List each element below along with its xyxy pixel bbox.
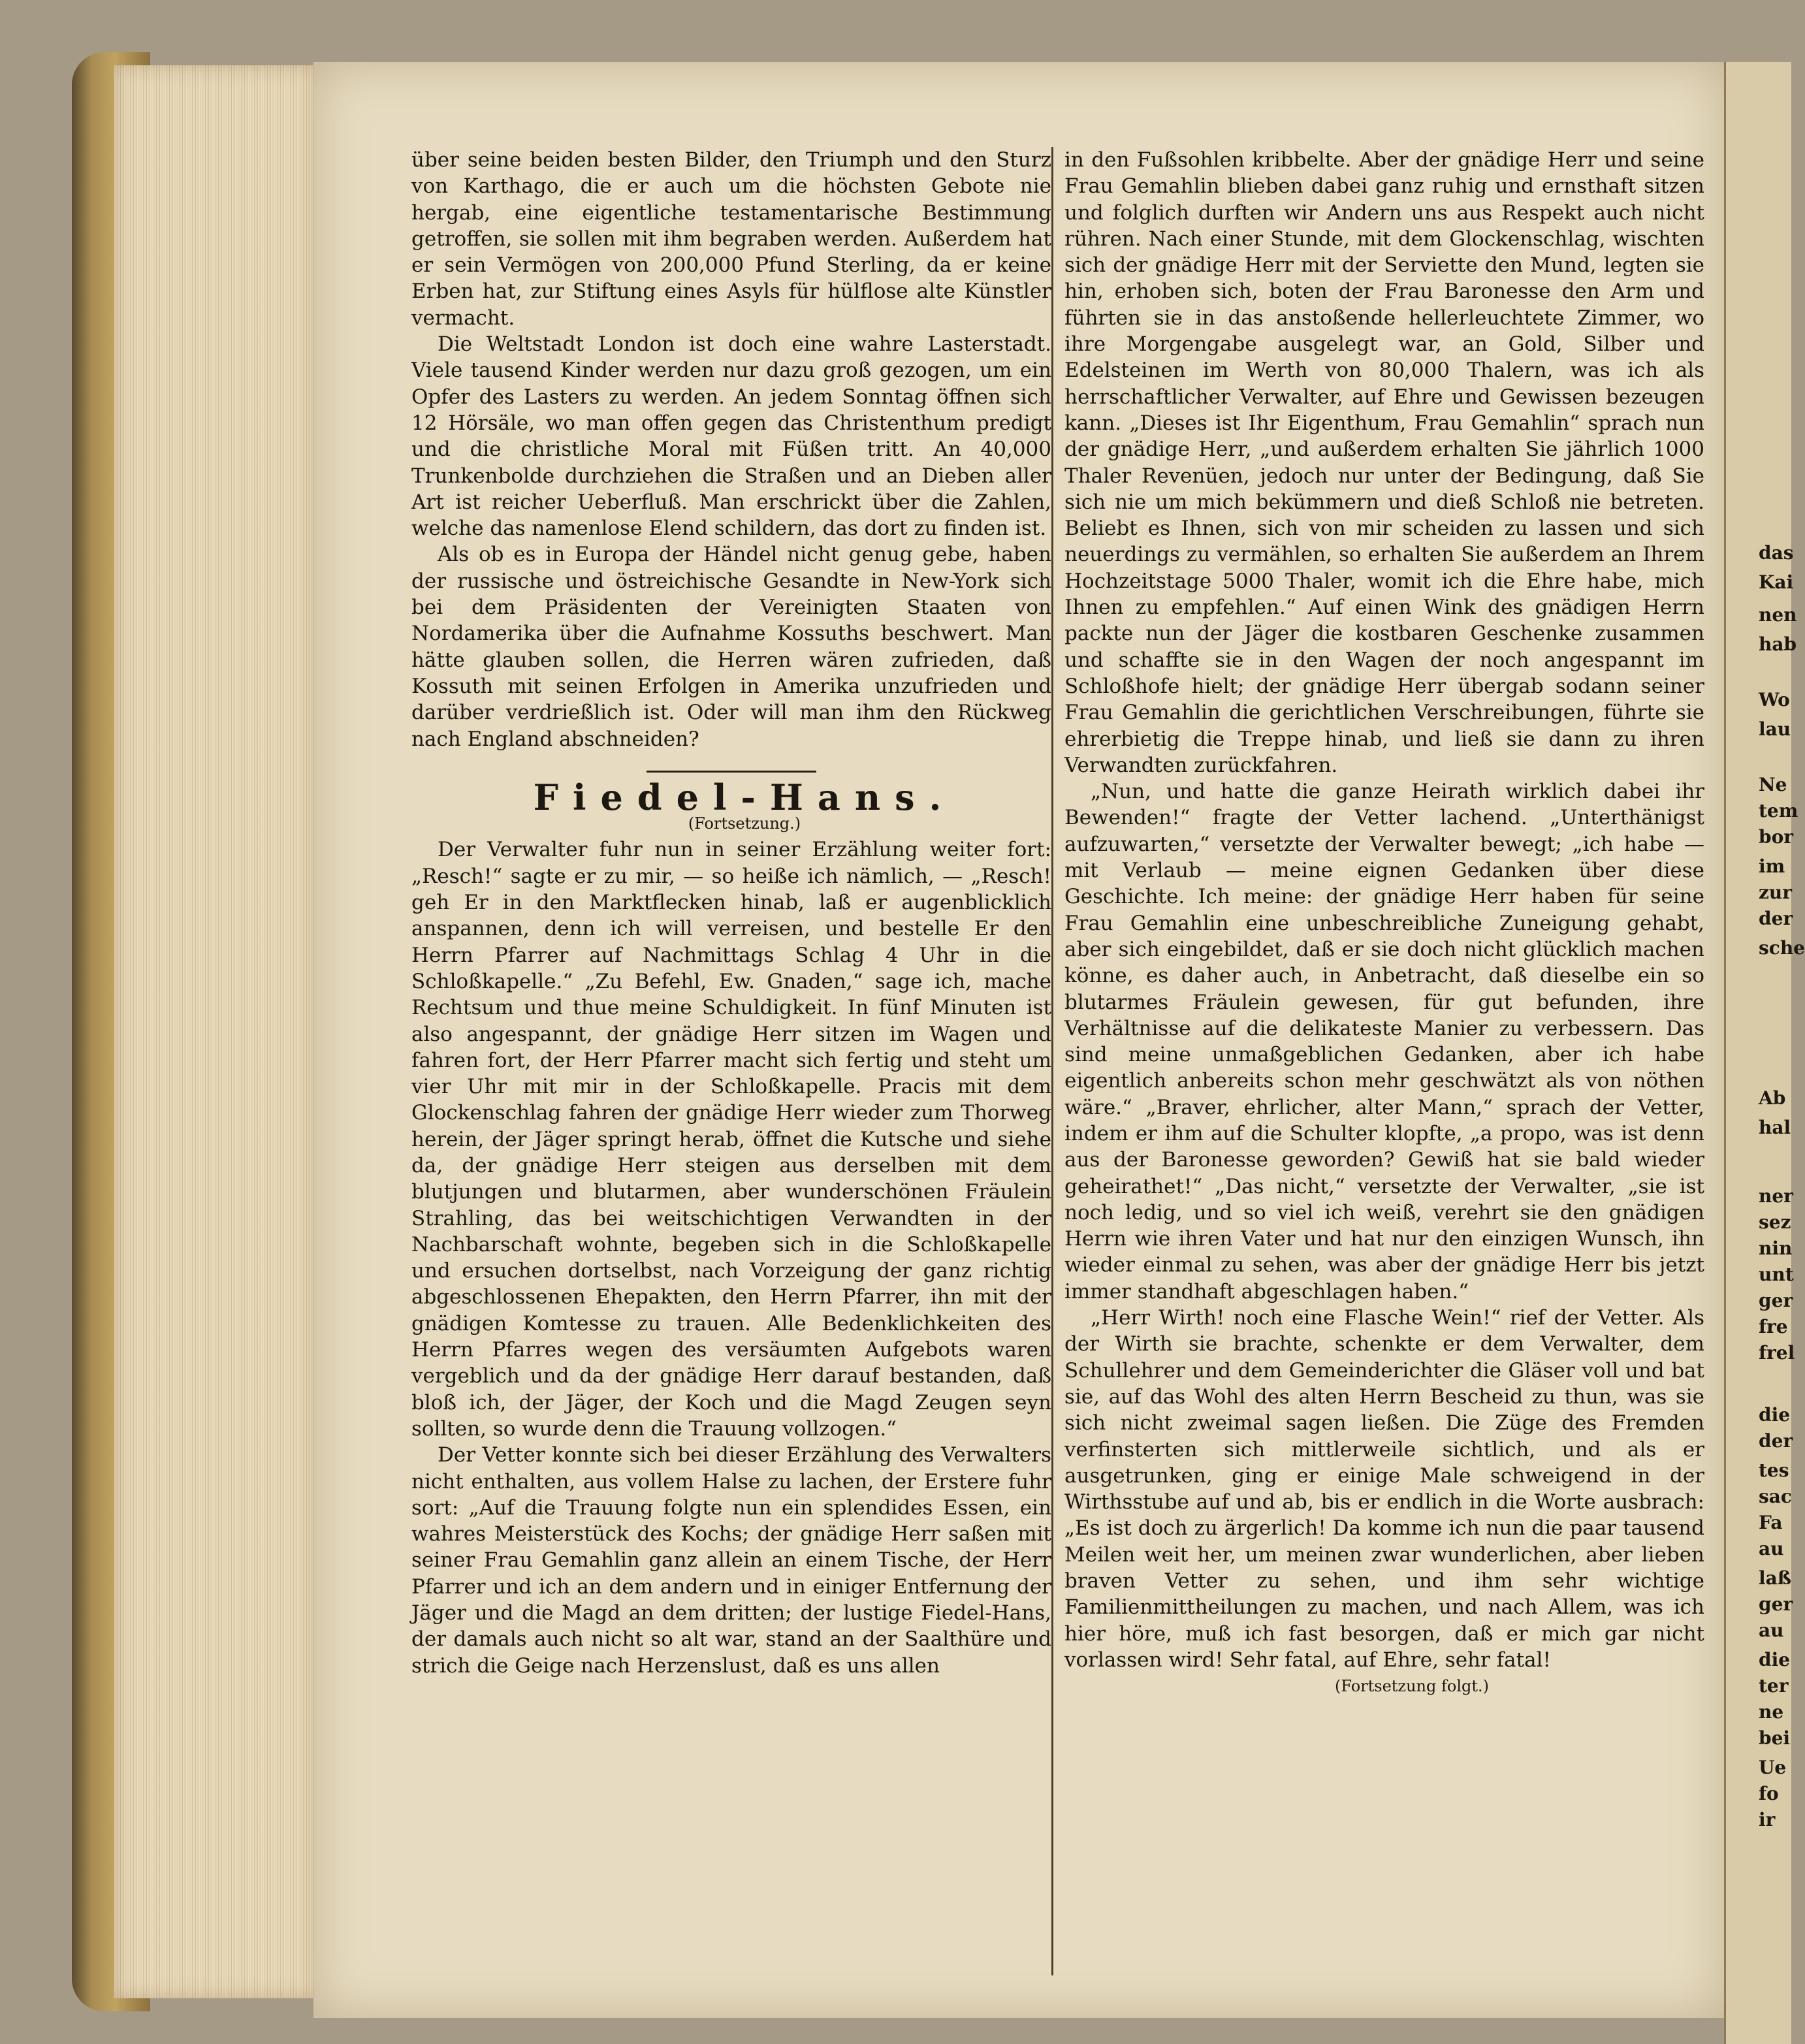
- next-page-fragment: fre: [1759, 1316, 1788, 1337]
- paragraph: Der Vetter konnte sich bei dieser Erzählung des Verwalters nicht enthalten, aus vollem Halse zu lachen, der Erstere fuhr sort: „Auf die Trauung folgte nun ein splendides Essen, ein wahres Meisterstück des Kochs; der gnädige Herr saßen mit seiner Frau Gemahlin ganz allein an einem Tische, der Herr Pfarrer und ich an dem andern und in einiger Entfernung der Jäger und die Magd an dem dritten; der lustige Fiedel-Hans, der damals auch nicht so alt war, stand an der Saalthüre und strich die Geige nach Herzenslust, daß es uns allen: [411, 1443, 1051, 1678]
- column-divider: [1051, 147, 1053, 1975]
- next-page-fragment: au: [1759, 1538, 1784, 1559]
- next-page-fragment: ger: [1759, 1593, 1793, 1615]
- next-page-fragment: tem: [1759, 800, 1798, 822]
- next-page-fragment: die: [1759, 1649, 1791, 1670]
- next-page-fragment: sche: [1759, 937, 1805, 959]
- next-page-fragment: bor: [1759, 826, 1794, 848]
- next-page-fragment: hal: [1759, 1117, 1791, 1138]
- next-page-fragment: Fa: [1759, 1512, 1783, 1533]
- next-page-fragment: nen: [1759, 604, 1797, 626]
- next-page-fragment: das: [1759, 542, 1794, 564]
- paragraph: in den Fußsohlen kribbelte. Aber der gnädige Herr und seine Frau Gemahlin blieben dabei ganz ruhig und ernsthaft sitzen und folglich durften wir Andern uns aus Respekt auch nicht rühren. Nach einer Stunde, mit dem Glockenschlag, wischten sich der gnädige Herr mit der Serviette den Mund, legten sie hin, erhoben sich, boten der Frau Baronesse den Arm und führten sie in das anstoßende hellerleuchtete Zimmer, wo ihre Morgengabe ausgelegt war, an Gold, Silber und Edelsteinen im Werth von 80,000 Thalern, was ich als herrschaftlicher Verwalter, auf Ehre und Gewissen bezeugen kann. „Dieses ist Ihr Eigenthum, Frau Gemahlin“ sprach nun der gnädige Herr, „und außerdem erhalten Sie jährlich 1000 Thaler Revenüen, jedoch nur unter der Bedingung, daß Sie sich nie um mich bekümmern und dieß Schloß nie betreten. Beliebt es Ihnen, sich von mir scheiden zu lassen und sich neuerdings zu vermählen, so erhalten Sie außerdem an Ihrem Hochzeitstage 5000 Thaler, womit ich die Ehre habe, mich Ihnen zu empfehlen.“ Auf einen Wink des gnädigen Herrn packte nun der Jäger die kostbaren Geschenke zusammen und schaffte sie in den Wagen der noch angespannt im Schloßhofe hielt; der gnädige Herr übergab sodann seiner Frau Gemahlin die gerichtlichen Verschreibungen, führte sie ehrerbietig die Treppe hinab, und ließ sie dann zu ihren Verwandten zurückfahren.: [1064, 148, 1704, 777]
- next-page-fragment: die: [1759, 1404, 1791, 1426]
- next-page-fragment: ir: [1759, 1809, 1776, 1830]
- next-page-fragment: im: [1759, 855, 1785, 877]
- paragraph: „Nun, und hatte die ganze Heirath wirklich dabei ihr Bewenden!“ fragte der Vetter lachend. „Unterthänigst aufzuwarten,“ versetzte der Verwalter bewegt; „ich habe — mit Verlaub — meine eignen Gedanken über diese Geschichte. Ich meine: der gnädige Herr haben für seine Frau Gemahlin eine unbeschreibliche Zuneigung gehabt, aber sich eingebildet, daß er sie doch nicht glücklich machen könne, es daher auch, in Anbetracht, daß dieselbe ein so blutarmes Fräulein gewesen, für gut befunden, ihre Verhältnisse auf die delikateste Manier zu verbessern. Das sind meine unmaßgeblichen Gedanken, aber ich habe eigentlich anbereits schon mehr geschwätzt als von nöthen wäre.“ „Braver, ehrlicher, alter Mann,“ sprach der Vetter, indem er ihm auf die Schulter klopfte, „a propo, was ist denn aus der Baronesse geworden? Gewiß hat sie bald wieder geheirathet!“ „Das nicht,“ versetzte der Verwalter, „sie ist noch ledig, und so viel ich weiß, verehrt sie den gnädigen Herrn wie ihren Vater und hat nur den einzigen Wunsch, ihn wieder einmal zu sehen, was aber der gnädige Herr bis jetzt immer standhaft abgeschlagen haben.“: [1064, 780, 1704, 1303]
- section-separator: [647, 771, 816, 773]
- right-column: [1064, 147, 1704, 2008]
- next-page-fragment: tes: [1759, 1460, 1789, 1481]
- left-column: [411, 147, 1051, 2008]
- continued-note: (Fortsetzung folgt.): [1335, 1677, 1489, 1696]
- next-page-fragment: Ab: [1759, 1087, 1786, 1109]
- paragraph: über seine beiden besten Bilder, den Triumph und den Sturz von Karthago, die er auch um die höchsten Gebote nie hergab, eine eigentliche testamentarische Bestimmung getroffen, sie sollen mit ihm begraben werden. Außerdem hat er sein Vermögen von 200,000 Pfund Sterling, da er keine Erben hat, zur Stiftung eines Asyls für hülflose alte Künstler vermacht.: [411, 148, 1051, 330]
- next-page-edge: [1724, 62, 1805, 2044]
- next-page-fragment: ter: [1759, 1675, 1789, 1697]
- next-page-fragment: der: [1759, 908, 1793, 929]
- story-title: Fiedel-Hans.: [533, 776, 956, 818]
- next-page-fragment: der: [1759, 1430, 1793, 1452]
- page-edges: [114, 65, 317, 1998]
- paragraph: „Herr Wirth! noch eine Flasche Wein!“ rief der Vetter. Als der Wirth sie brachte, schenkte er dem Verwalter, dem Schullehrer und dem Gemeinderichter die Gläser voll und bat sie, auf das Wohl des alten Herrn Bescheid zu thun, was sie sich nicht zweimal sagen ließen. Die Züge des Fremden verfinsterten sich mittlerweile sichtlich, und als er ausgetrunken, ging er einige Male schweigend in der Wirthsstube auf und ab, bis er endlich in die Worte ausbrach: „Es ist doch zu ärgerlich! Da komme ich nun die paar tausend Meilen weit her, um meinen zwar wunderlichen, aber lieben braven Vetter zu sehen, und ihm sehr wichtige Familienmittheilungen zu machen, und nach Allem, was ich hier höre, muß ich fast besorgen, daß er mich gar nicht vorlassen wird! Sehr fatal, auf Ehre, sehr fatal!: [1064, 1306, 1704, 1672]
- story-subtitle: (Fortsetzung.): [688, 814, 801, 833]
- next-page-fragment: Kai: [1759, 571, 1794, 593]
- next-page-fragment: unt: [1759, 1264, 1794, 1285]
- next-page-fragment: bei: [1759, 1727, 1791, 1749]
- next-page-fragment: laß: [1759, 1567, 1792, 1589]
- paragraph: Als ob es in Europa der Händel nicht genug gebe, haben der russische und östreichische Gesandte in New-York sich bei dem Präsidenten der Vereinigten Staaten von Nordamerika über die Aufnahme Kossuths beschwert. Man hätte glauben sollen, die Herren wären zufrieden, daß Kossuth mit seinen Erfolgen in Amerika unzufrieden und darüber verdrießlich ist. Oder will man ihm den Rückweg nach England abschneiden?: [411, 543, 1051, 751]
- next-page-fragment: ner: [1759, 1185, 1793, 1207]
- next-page-fragment: fo: [1759, 1783, 1779, 1804]
- next-page-fragment: zur: [1759, 882, 1793, 903]
- next-page-fragment: Ne: [1759, 774, 1787, 795]
- paragraph: Der Verwalter fuhr nun in seiner Erzählung weiter fort: „Resch!“ sagte er zu mir, — so heiße ich nämlich, — „Resch! geh Er in den Marktflecken hinab, laß er augenblicklich anspannen, denn ich will verreisen, und bestelle Er den Herrn Pfarrer auf Nachmittags Schlag 4 Uhr in die Schloßkapelle.“ „Zu Befehl, Ew. Gnaden,“ sage ich, mache Rechtsum und thue meine Schuldigkeit. In fünf Minuten ist also angespannt, der gnädige Herr sitzen im Wagen und fahren fort, der Herr Pfarrer macht sich fertig und steht um vier Uhr mit mir in der Schloßkapelle. Pracis mit dem Glockenschlag fahren der gnädige Herr wieder zum Thorweg herein, der Jäger springt herab, öffnet die Kutsche und siehe da, der gnädige Herr steigen aus derselben mit dem blutjungen und blutarmen, aber wunderschönen Fräulein Strahling, das bei weitschichtigen Verwandten in der Nachbarschaft wohnte, begeben sich in die Schloßkapelle und ersuchen dortselbst, nach Vorzeigung der ganz richtig abgeschlossenen Ehepakten, den Herrn Pfarrer, ihn mit der gnädigen Komtesse zu trauen. Alle Bedenklichkeiten des Herrn Pfarres wegen des versäumten Aufgebots waren vergeblich und da der gnädige Herr darauf bestanden, daß bloß ich, der Jäger, der Koch und die Magd Zeugen seyn sollten, so wurde denn die Trauung vollzogen.“: [411, 838, 1051, 1441]
- next-page-fragment: frel: [1759, 1342, 1795, 1364]
- next-page-fragment: sez: [1759, 1211, 1791, 1233]
- next-page-fragment: ger: [1759, 1290, 1793, 1311]
- next-page-fragment: Ue: [1759, 1757, 1787, 1778]
- next-page-fragment: lau: [1759, 718, 1791, 740]
- next-page-fragment: nin: [1759, 1238, 1793, 1259]
- next-page-fragment: sac: [1759, 1486, 1792, 1507]
- next-page-fragment: Wo: [1759, 689, 1790, 711]
- next-page-fragment: hab: [1759, 633, 1797, 655]
- next-page-fragment: au: [1759, 1620, 1784, 1641]
- next-page-fragment: ne: [1759, 1701, 1784, 1723]
- paragraph: Die Weltstadt London ist doch eine wahre Lasterstadt. Viele tausend Kinder werden nur dazu groß gezogen, um ein Opfer des Lasters zu werden. An jedem Sonntag öffnen sich 12 Hörsäle, wo man offen gegen das Christenthum predigt und die christliche Moral mit Füßen tritt. An 40,000 Trunkenbolde durchziehen die Straßen und an Dieben aller Art ist reicher Ueberfluß. Man erschrickt über die Zahlen, welche das namenlose Elend schildern, das dort zu finden ist.: [411, 332, 1051, 541]
